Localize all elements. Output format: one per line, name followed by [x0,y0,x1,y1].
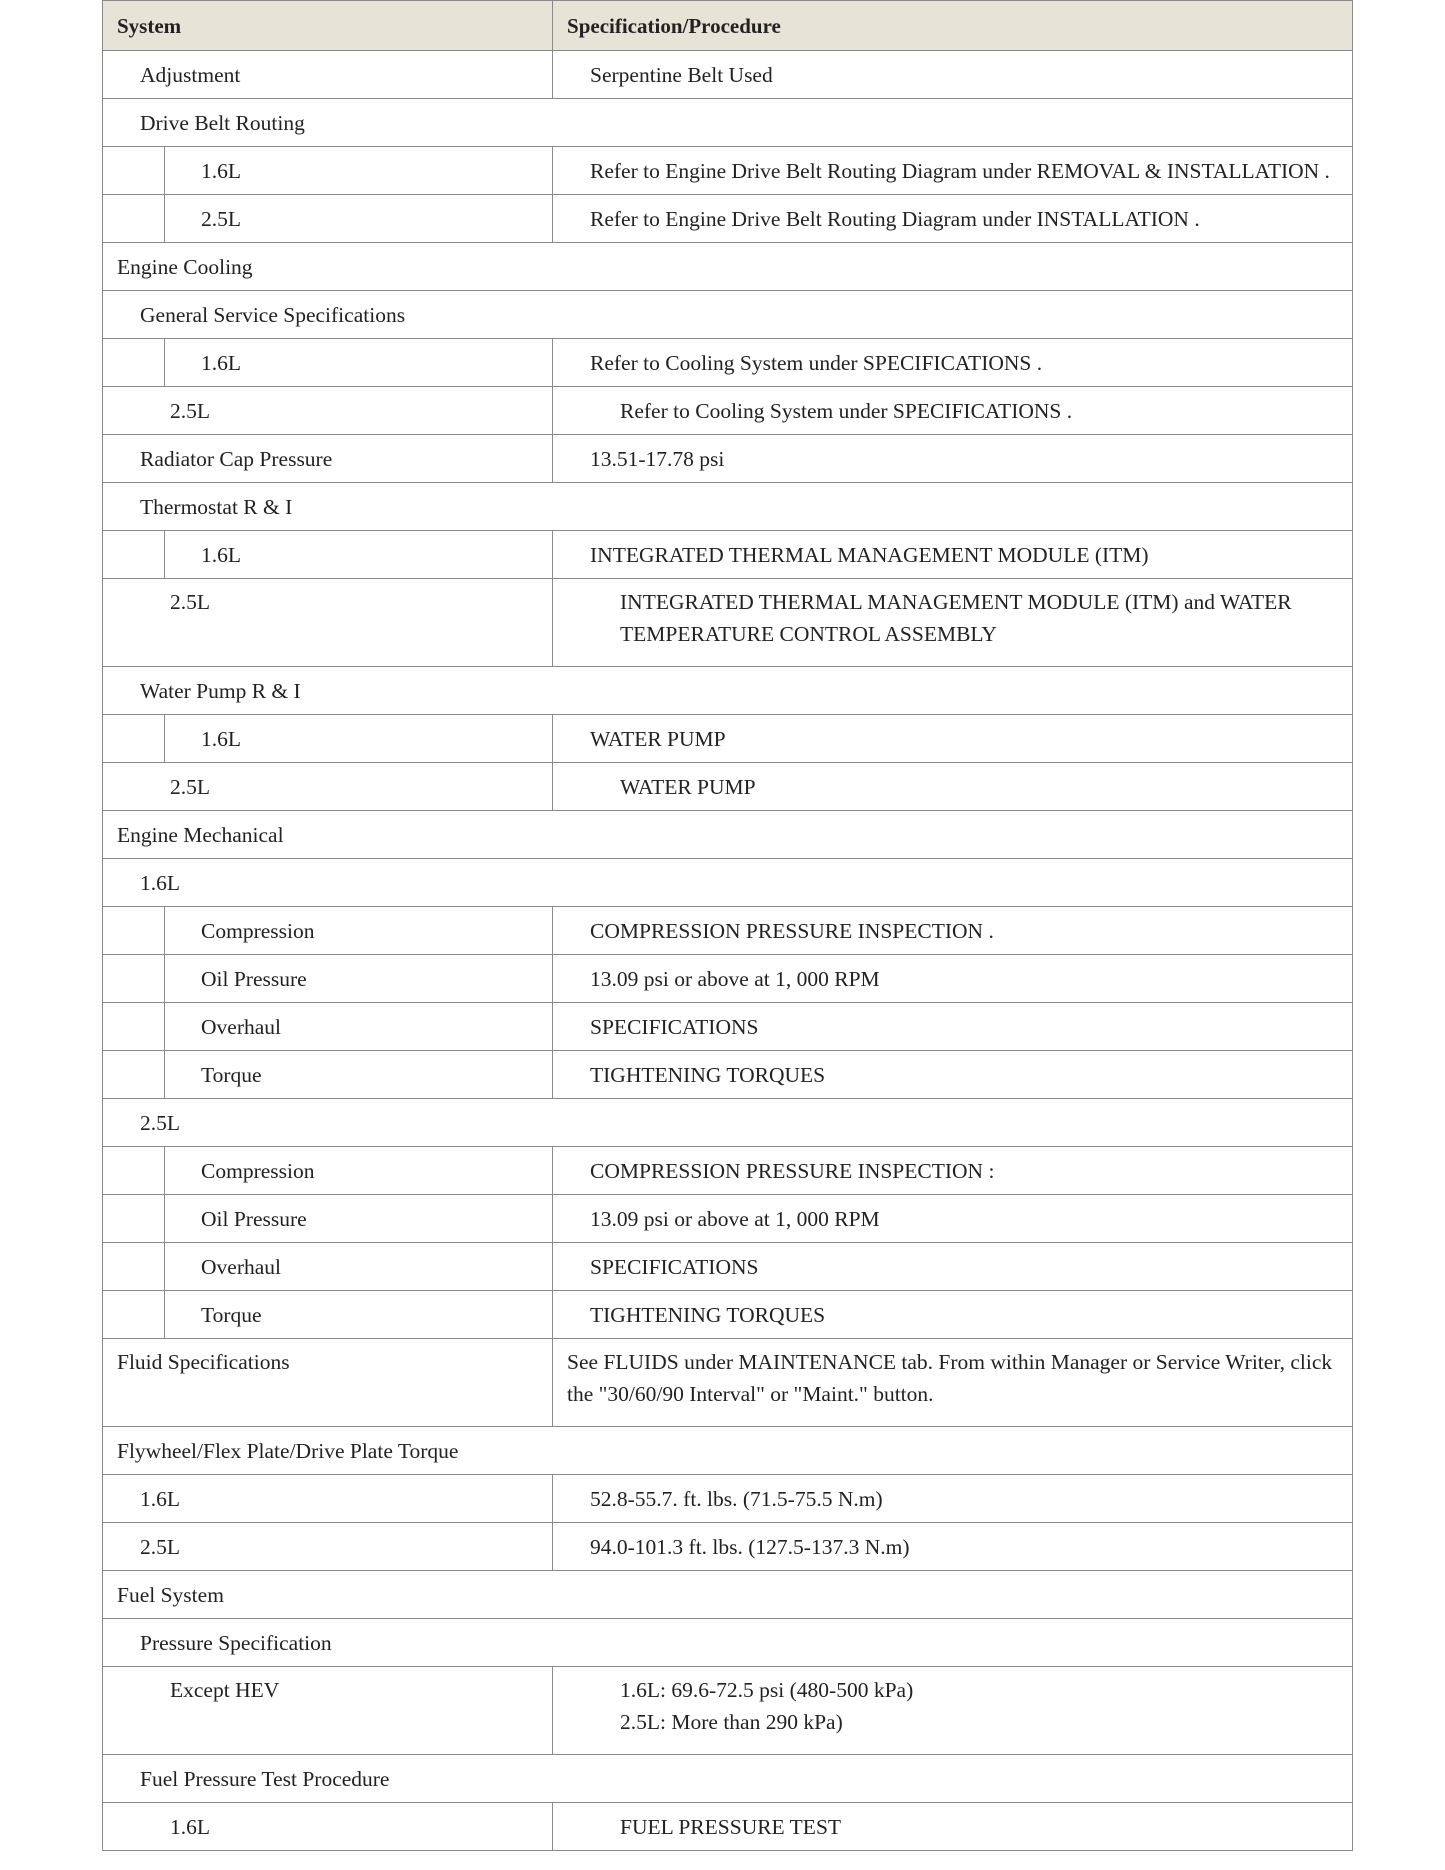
system-column-header: System [103,1,553,51]
row-label: Oil Pressure [165,1195,553,1243]
table-row [103,955,1353,1003]
table-row [103,339,1353,387]
row-label: Torque [165,1291,553,1339]
table-row [103,579,1353,667]
table-row [103,1195,1353,1243]
row-label: Torque [165,1051,553,1099]
row-label: 2.5L [103,579,553,667]
indent-cell [103,955,165,1003]
table-row [103,147,1353,195]
row-value: TIGHTENING TORQUES [553,1051,1353,1099]
table-header-row [103,1,1353,51]
row-value: 94.0-101.3 ft. lbs. (127.5-137.3 N.m) [553,1523,1353,1571]
section-label: Flywheel/Flex Plate/Drive Plate Torque [103,1427,1353,1475]
section-row [103,859,1353,907]
table-row [103,1667,1353,1755]
row-value: Refer to Cooling System under SPECIFICATIONS . [553,387,1353,435]
table-row [103,1051,1353,1099]
section-label: Engine Cooling [103,243,1353,291]
section-label: Fuel Pressure Test Procedure [103,1755,1353,1803]
section-label: Drive Belt Routing [103,99,1353,147]
row-value: WATER PUMP [553,715,1353,763]
section-row [103,243,1353,291]
table-row [103,715,1353,763]
row-value: Refer to Engine Drive Belt Routing Diagram under REMOVAL & INSTALLATION . [553,147,1353,195]
table-row [103,195,1353,243]
table-row [103,1243,1353,1291]
row-label: 1.6L [165,531,553,579]
row-value: 13.51-17.78 psi [553,435,1353,483]
row-value: SPECIFICATIONS [553,1243,1353,1291]
row-label: Except HEV [103,1667,553,1755]
row-value: SPECIFICATIONS [553,1003,1353,1051]
table-row [103,1339,1353,1427]
row-label: 2.5L [103,1523,553,1571]
section-row [103,99,1353,147]
table-row [103,1291,1353,1339]
indent-cell [103,1003,165,1051]
row-label: Overhaul [165,1003,553,1051]
row-value: WATER PUMP [553,763,1353,811]
section-label: 1.6L [103,859,1353,907]
row-value: 13.09 psi or above at 1, 000 RPM [553,1195,1353,1243]
section-row [103,1571,1353,1619]
row-value: See FLUIDS under MAINTENANCE tab. From within Manager or Service Writer, click the "30/60/90 Interval" or "Maint." button. [553,1339,1353,1427]
row-label: 1.6L [103,1803,553,1851]
indent-cell [103,1147,165,1195]
indent-cell [103,147,165,195]
indent-cell [103,1291,165,1339]
section-row [103,811,1353,859]
section-label: Fuel System [103,1571,1353,1619]
section-row [103,1099,1353,1147]
row-label: 1.6L [165,339,553,387]
row-label: 1.6L [103,1475,553,1523]
section-label: Thermostat R & I [103,483,1353,531]
row-value: 13.09 psi or above at 1, 000 RPM [553,955,1353,1003]
section-row [103,1427,1353,1475]
row-value: Refer to Cooling System under SPECIFICATIONS . [553,339,1353,387]
specification-table [102,0,1353,1851]
row-label: Overhaul [165,1243,553,1291]
row-value: 52.8-55.7. ft. lbs. (71.5-75.5 N.m) [553,1475,1353,1523]
table-row [103,1523,1353,1571]
specification-column-header: Specification/Procedure [553,1,1353,51]
value-line: 1.6L: 69.6-72.5 psi (480-500 kPa) [620,1678,914,1702]
indent-cell [103,1195,165,1243]
section-row [103,1755,1353,1803]
section-row [103,291,1353,339]
row-value: INTEGRATED THERMAL MANAGEMENT MODULE (ITM) and WATER TEMPERATURE CONTROL ASSEMBLY [553,579,1353,667]
section-row [103,667,1353,715]
row-label: 2.5L [103,763,553,811]
row-value: COMPRESSION PRESSURE INSPECTION . [553,907,1353,955]
indent-cell [103,1243,165,1291]
table-row [103,435,1353,483]
section-label: General Service Specifications [103,291,1353,339]
row-value: INTEGRATED THERMAL MANAGEMENT MODULE (ITM) [553,531,1353,579]
row-value: TIGHTENING TORQUES [553,1291,1353,1339]
row-label: Oil Pressure [165,955,553,1003]
row-label: 1.6L [165,147,553,195]
row-label: Radiator Cap Pressure [103,435,553,483]
indent-cell [103,715,165,763]
section-label: 2.5L [103,1099,1353,1147]
value-line: 2.5L: More than 290 kPa) [620,1710,843,1734]
section-row [103,1619,1353,1667]
row-label: 2.5L [103,387,553,435]
table-row [103,1147,1353,1195]
table-row [103,387,1353,435]
indent-cell [103,907,165,955]
section-label: Pressure Specification [103,1619,1353,1667]
indent-cell [103,531,165,579]
table-row [103,763,1353,811]
table-row [103,51,1353,99]
row-label: Compression [165,1147,553,1195]
row-value: COMPRESSION PRESSURE INSPECTION : [553,1147,1353,1195]
indent-cell [103,195,165,243]
row-label: 1.6L [165,715,553,763]
row-label: 2.5L [165,195,553,243]
section-label: Engine Mechanical [103,811,1353,859]
table-row [103,531,1353,579]
section-row [103,483,1353,531]
table-row [103,907,1353,955]
table-row [103,1003,1353,1051]
indent-cell [103,339,165,387]
table-row [103,1475,1353,1523]
row-label: Adjustment [103,51,553,99]
section-label: Water Pump R & I [103,667,1353,715]
row-value [553,1667,1353,1755]
indent-cell [103,1051,165,1099]
row-value: FUEL PRESSURE TEST [553,1803,1353,1851]
row-label: Fluid Specifications [103,1339,553,1427]
row-value: Refer to Engine Drive Belt Routing Diagram under INSTALLATION . [553,195,1353,243]
row-value: Serpentine Belt Used [553,51,1353,99]
row-label: Compression [165,907,553,955]
table-row [103,1803,1353,1851]
